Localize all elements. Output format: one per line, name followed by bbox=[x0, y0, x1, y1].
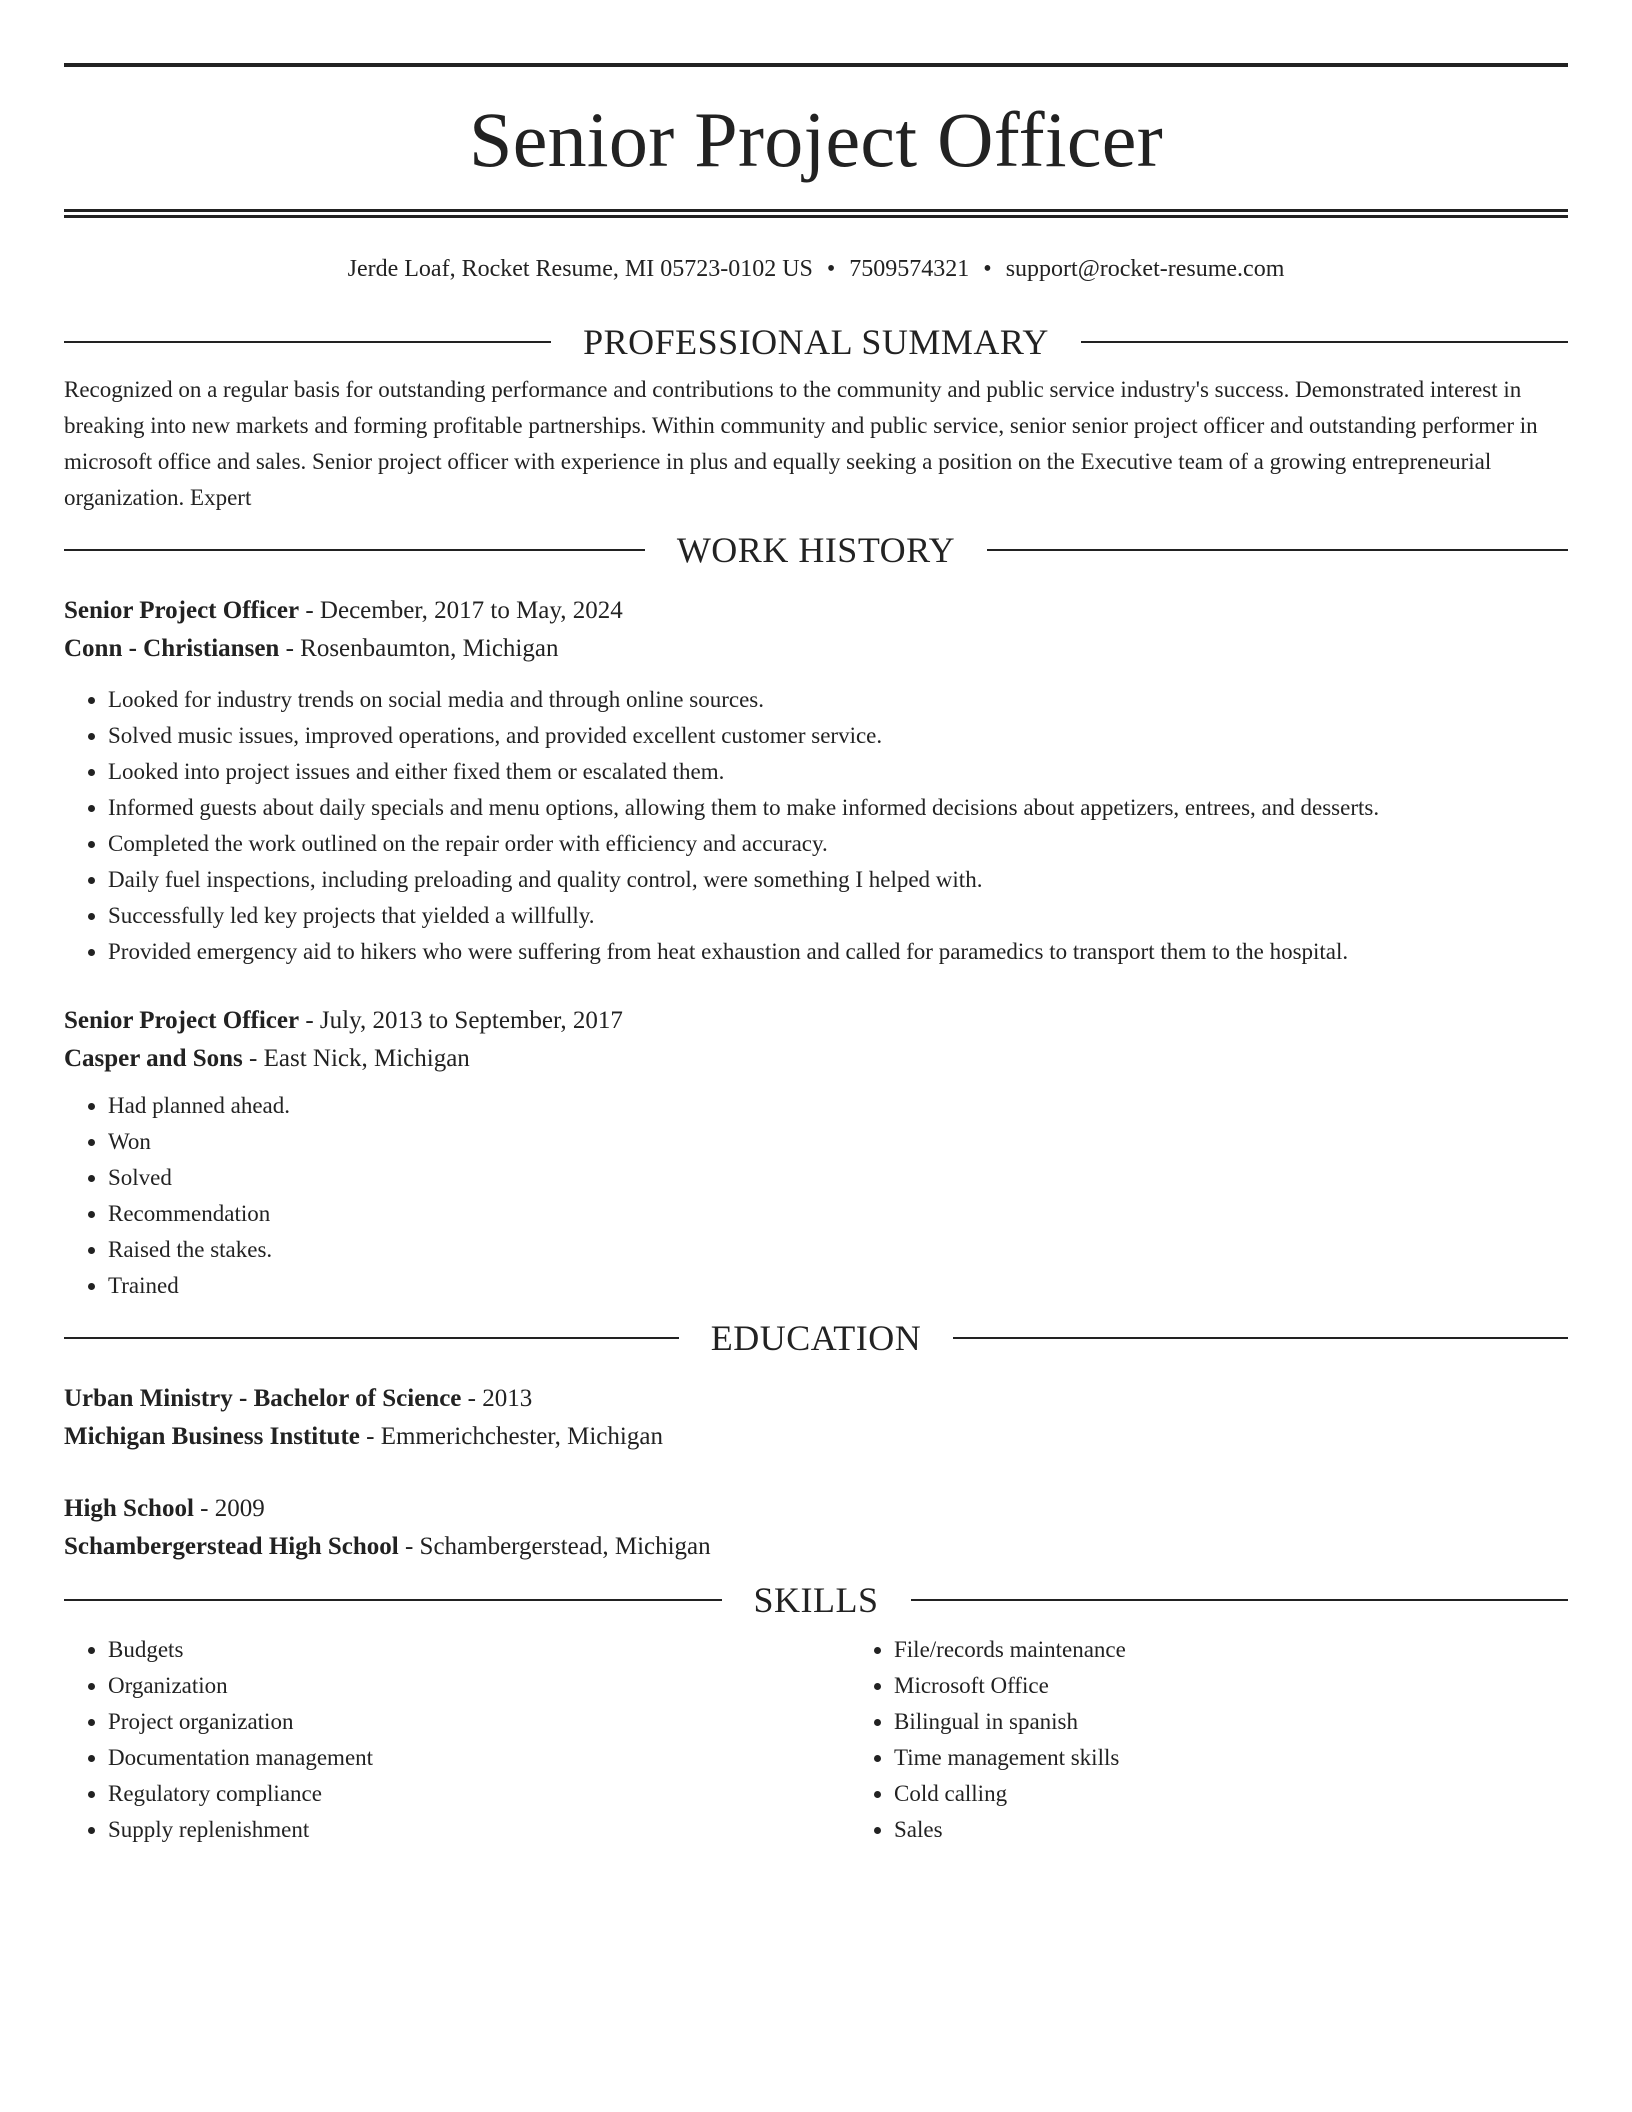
contact-separator: • bbox=[983, 256, 992, 282]
work-heading bbox=[64, 530, 1568, 570]
education-school: Michigan Business Institute bbox=[64, 1423, 360, 1450]
education-school-line bbox=[64, 1418, 1568, 1456]
contact-phone: 7509574321 bbox=[849, 256, 970, 282]
job-title-line bbox=[64, 592, 1568, 630]
education-entry-2 bbox=[64, 1490, 1568, 1566]
heading-rule-right bbox=[911, 1599, 1569, 1601]
job-company: Conn - Christiansen bbox=[64, 635, 280, 662]
education-year: - 2009 bbox=[193, 1495, 265, 1522]
list-item: • Had planned ahead. bbox=[108, 1088, 1568, 1124]
education-entry-1 bbox=[64, 1380, 1568, 1456]
list-item: • Recommendation bbox=[108, 1196, 1568, 1232]
job-company-line bbox=[64, 1040, 1568, 1078]
education-heading-label: EDUCATION bbox=[710, 1318, 922, 1358]
summary-heading bbox=[64, 322, 1568, 362]
summary-text: Recognized on a regular basis for outstanding performance and contributions to the community and public service industry's success. Demonstrated interest in breaking into new markets and forming profitable partnerships. Within community and public service, senior senior project officer and outstanding performer in microsoft office and sales. Senior project officer with experience in plus and equally seeking a position on the Executive team of a growing entrepreneurial organization. Expert bbox=[64, 377, 1538, 510]
job-location: - Rosenbaumton, Michigan bbox=[279, 635, 559, 662]
job-entry-2 bbox=[64, 1002, 1568, 1304]
list-item: • Completed the work outlined on the repair order with efficiency and accuracy. bbox=[108, 826, 1568, 862]
skills-heading bbox=[64, 1580, 1568, 1620]
job-title: Senior Project Officer bbox=[64, 597, 300, 624]
skill-item: • Documentation management bbox=[108, 1740, 850, 1776]
heading-rule-left bbox=[64, 1337, 679, 1339]
education-location: - Schambergerstead, Michigan bbox=[398, 1533, 711, 1560]
skill-item: • Cold calling bbox=[894, 1776, 1632, 1812]
skill-item: • Organization bbox=[108, 1668, 850, 1704]
resume-page bbox=[64, 63, 1568, 1848]
job-entry-1 bbox=[64, 592, 1568, 970]
double-rule bbox=[64, 209, 1568, 218]
skills-list-right bbox=[850, 1632, 1632, 1848]
education-heading bbox=[64, 1318, 1568, 1358]
heading-rule-left bbox=[64, 549, 645, 551]
education-degree-line bbox=[64, 1380, 1568, 1418]
skill-item: • Bilingual in spanish bbox=[894, 1704, 1632, 1740]
education-location: - Emmerichchester, Michigan bbox=[359, 1423, 663, 1450]
job-company-line bbox=[64, 630, 1568, 668]
list-item: • Solved music issues, improved operations, and provided excellent customer service. bbox=[108, 718, 1568, 754]
skills-heading-label: SKILLS bbox=[753, 1580, 879, 1620]
skill-item: • Sales bbox=[894, 1812, 1632, 1848]
list-item: • Successfully led key projects that yielded a willfully. bbox=[108, 898, 1568, 934]
skills-columns bbox=[64, 1632, 1568, 1848]
list-item: • Daily fuel inspections, including preloading and quality control, were something I helped with. bbox=[108, 862, 1568, 898]
skill-item: • Microsoft Office bbox=[894, 1668, 1632, 1704]
work-heading-label: WORK HISTORY bbox=[676, 530, 956, 570]
list-item: • Solved bbox=[108, 1160, 1568, 1196]
contact-email: support@rocket-resume.com bbox=[1005, 256, 1285, 282]
list-item: • Raised the stakes. bbox=[108, 1232, 1568, 1268]
education-year: - 2013 bbox=[461, 1385, 533, 1412]
education-degree: High School bbox=[64, 1495, 194, 1522]
summary-heading-label: PROFESSIONAL SUMMARY bbox=[583, 322, 1049, 362]
heading-rule-right bbox=[953, 1337, 1568, 1339]
heading-rule-right bbox=[987, 549, 1568, 551]
education-degree: Urban Ministry - Bachelor of Science bbox=[64, 1385, 462, 1412]
heading-rule-left bbox=[64, 341, 551, 343]
list-item: • Won bbox=[108, 1124, 1568, 1160]
list-item: • Informed guests about daily specials and menu options, allowing them to make informed decisions about appetizers, entrees, and desserts. bbox=[108, 790, 1568, 826]
heading-rule-right bbox=[1081, 341, 1568, 343]
list-item: • Trained bbox=[108, 1268, 1568, 1304]
list-item: • Provided emergency aid to hikers who were suffering from heat exhaustion and called for paramedics to transport them to the hospital. bbox=[108, 934, 1568, 970]
list-item: • Looked into project issues and either fixed them or escalated them. bbox=[108, 754, 1568, 790]
job-bullets bbox=[64, 682, 1568, 970]
skill-item: • Time management skills bbox=[894, 1740, 1632, 1776]
skill-item: • File/records maintenance bbox=[894, 1632, 1632, 1668]
heading-rule-left bbox=[64, 1599, 722, 1601]
list-item: • Looked for industry trends on social media and through online sources. bbox=[108, 682, 1568, 718]
skill-item: • Budgets bbox=[108, 1632, 850, 1668]
job-location: - East Nick, Michigan bbox=[242, 1045, 470, 1072]
contact-address: Jerde Loaf, Rocket Resume, MI 05723-0102 US bbox=[347, 256, 813, 282]
job-bullets bbox=[64, 1088, 1568, 1304]
job-company: Casper and Sons bbox=[64, 1045, 243, 1072]
education-degree-line bbox=[64, 1490, 1568, 1528]
skill-item: • Project organization bbox=[108, 1704, 850, 1740]
job-title-line bbox=[64, 1002, 1568, 1040]
job-dates: - July, 2013 to September, 2017 bbox=[299, 1007, 623, 1034]
contact-separator: • bbox=[826, 256, 836, 282]
resume-title: Senior Project Officer bbox=[469, 96, 1163, 183]
skills-list-left bbox=[64, 1632, 850, 1848]
job-title: Senior Project Officer bbox=[64, 1007, 300, 1034]
top-rule bbox=[64, 63, 1568, 67]
job-dates: - December, 2017 to May, 2024 bbox=[299, 597, 623, 624]
skill-item: • Regulatory compliance bbox=[108, 1776, 850, 1812]
contact-line bbox=[64, 254, 1568, 284]
education-school-line bbox=[64, 1528, 1568, 1566]
skill-item: • Supply replenishment bbox=[108, 1812, 850, 1848]
education-school: Schambergerstead High School bbox=[64, 1533, 399, 1560]
